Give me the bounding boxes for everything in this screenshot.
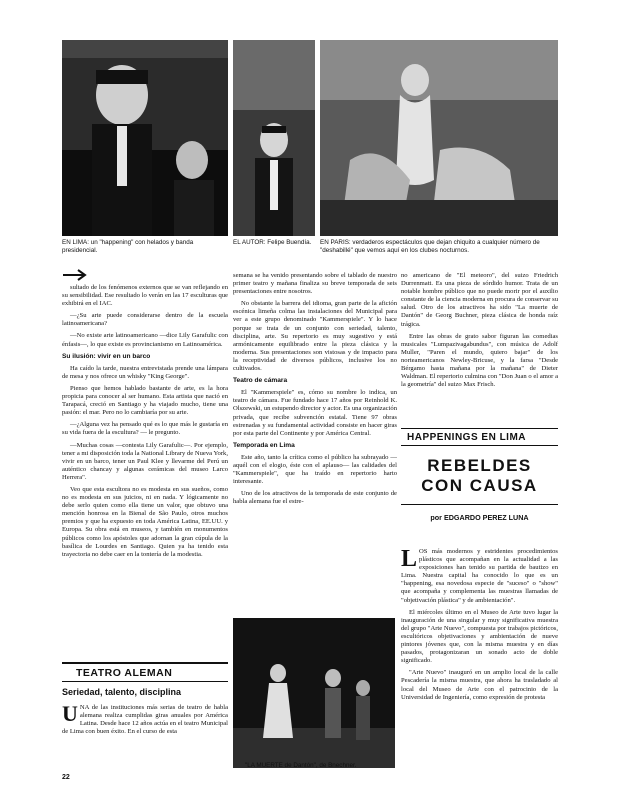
paragraph: Entre las obras de grato sabor figuran las comedias musicales "Lumpazivagabundus", con música de Adolf Muller, "Paren el mundo, quiero bajar" de los norteamericanos Newley-Bricuse, y la farsa "Desde Bérgamo hasta mañana por la mañana" de Dieter Waldman. El repertorio culmina con "Don Juan o el amor a la geometría" del suizo Max Frisch. xyxy=(401,332,558,389)
lead-text: OS más modernos y estridentes procedimientos plásticos que acompañan en la actualidad a las exposiciones han tenido su partida de bautizo en Lima. Nuestra capital ha conocido lo que es un "happening, esa novedosa especie de "suceso" o "show" que acompaña y complementa las muestras llamadas de "objetivación plástica" y de ambientación". xyxy=(401,548,558,604)
paragraph: —No existe arte latinoamericano —dice Lily Garafulic con énfasis—, lo que existe es provincianismo en Latinoamérica. xyxy=(62,332,228,348)
column-3-article xyxy=(401,548,558,706)
column-1 xyxy=(62,284,228,563)
subheading: Teatro de cámara xyxy=(233,377,288,385)
paragraph: semana se ha venido presentando sobre el tablado de nuestro primer teatro y mañana finaliza su breve temporada de seis presentaciones entre nosotros. xyxy=(233,272,397,296)
box-kicker: HAPPENINGS EN LIMA xyxy=(401,428,558,446)
paragraph: Uno de los atractivos de la temporada de este conjunto de habla alemana fue el estre- xyxy=(233,490,397,506)
section-teatro-aleman xyxy=(62,662,228,736)
byline: por EDGARDO PEREZ LUNA xyxy=(430,513,529,522)
caption-lima: EN LIMA: un "happening" con helados y banda presidencial. xyxy=(62,239,194,254)
photo-lima-happening xyxy=(62,40,228,236)
paragraph: No obstante la barrera del idioma, gran parte de la afición escénica limeña colma las instalaciones del Municipal para ver a este grupo denominado "Kammerspiele". Y lo hace porque se trata de un conjunto con seriedad, talento, disciplina, arte. Su repertorio es muy sugestivo y está armónicamente equilibrado entre la pieza clásica y la moderna. Sus presentaciones son vistosas y de impacto para la receptividad de diversos públicos, inclusive los no cultivados. xyxy=(233,300,397,373)
photo-danton xyxy=(233,618,395,768)
box-title: REBELDES CON CAUSA xyxy=(401,446,558,505)
column-2 xyxy=(233,272,397,510)
column-3 xyxy=(401,272,558,393)
paragraph: "Arte Nuevo" inauguró en un amplio local de la calle Pescadería la misma muestra, que ahora ha trasladado al local del Museo de Arte con el patrocinio de la Universidad de Ingeniería, como expresión de protesta xyxy=(401,669,558,701)
drop-cap: U xyxy=(62,701,78,726)
caption-paris: EN PARIS: verdaderos espectáculos que dejan chiquito a cualquier número de "deshabillé" que vemos aquí en los clubes nocturnos. xyxy=(320,239,540,254)
happenings-header xyxy=(401,428,558,522)
paragraph: sultado de los fenómenos externos que se van reflejando en su sensibilidad. Ese resultado lo verán en las 17 esculturas que exhibirá en el IAC. xyxy=(62,284,228,308)
caption-danton: "LA MUERTE de Dantón", de Bnechner. xyxy=(245,762,357,769)
photo-paris xyxy=(320,40,558,236)
paragraph: Este año, tanto la crítica como el público ha subrayado —aquél con el elogio, éste con el aplauso— las calidades del "Kammerspiele", que ha traído en repertorio harto interesante. xyxy=(233,453,397,486)
paragraph: Veo que esta escultora no es modesta en sus sueños, como no es modesta en sus juicios, ni en nada. Y lógicamente no debe serlo quien como ella tiene un valor, que obtuvo una mención honrosa en la Bienal de São Paulo, otros muchos premios y que ha expuesto en toda América Latina, EE.UU. y Europa. Su obra está en museos, y también en monumentos públicos como los apóstoles que adornan la gran cúpula de la basílica de Lourdes en Santiago. Quien ya ha tenido esta trayectoria no debe caer en la tontería de la modestia. xyxy=(62,485,228,558)
paragraph xyxy=(401,548,558,605)
paragraph: El miércoles último en el Museo de Arte tuvo lugar la inauguración de una singular y muy significativa muestra del grupo "Arte Nuevo", compuesta por trabajos pictóricos, escultóricos objetivaciones y ambientación de nueve pintores jóvenes que, con la misma muestra y en días pasados, protagonizaran un sonado acto de doble significado. xyxy=(401,608,558,665)
section-body xyxy=(62,701,228,736)
paragraph: —Muchas cosas —contesta Lily Garafulic—. Por ejemplo, tener a mi disposición toda la National Library de Nueva York, vivir en un barco, tener un Paul Klee y llevarme del Perú un auténtico chancay y algunas cerámicas del museo Larco Herrera". xyxy=(62,441,228,481)
paragraph: Pienso que hemos hablado bastante de arte, es la hora propicia para conocer al ser humano. Esta artista que nació en Tarapacá, creció en Santiago y ha viajado mucho, tiene una pasión: el mar. Pero no lo cambiaría por su arte. xyxy=(62,384,228,417)
arrow-icon xyxy=(62,268,88,280)
paragraph: NA de las instituciones más serias de teatro de habla alemana realiza cumplidas giras anuales por América Latina. Desde hace 12 años actúa en el teatro Municipal de Lima con buen éxito. En el curso de esta xyxy=(62,704,228,736)
paragraph: —¿Alguna vez ha pensado qué es lo que más le gustaría en su vida fuera de la escultura? — le pregunto. xyxy=(62,421,228,437)
photo-autor xyxy=(233,40,315,236)
subheading: Temporada en Lima xyxy=(233,441,295,449)
page-number: 22 xyxy=(62,774,70,781)
section-subtitle: Seriedad, talento, disciplina xyxy=(62,687,182,697)
subheading: Su ilusión: vivir en un barco xyxy=(62,352,151,360)
paragraph: El "Kammerspiele" es, cómo su nombre lo indica, un teatro de cámara. Fue fundado hace 17 años por Reinhold K. Olszewski, un estupendo director y actor. Es una organización privada, que recibe subvención estatal. Tiene 97 obras estrenadas y su fundamental actividad consiste en hacer giras por esta parte del Continente y por América Central. xyxy=(233,389,397,437)
drop-cap: L xyxy=(401,546,418,572)
paragraph: —¿Su arte puede considerarse dentro de la escuela latinoamericana? xyxy=(62,312,228,328)
paragraph: Ha caído la tarde, nuestra entrevistada prende una lámpara de mesa y nos ofrece un whisky "King George". xyxy=(62,364,228,380)
section-title: TEATRO ALEMAN xyxy=(62,662,228,682)
caption-autor: EL AUTOR: Felipe Buendía. xyxy=(233,239,312,246)
paragraph: no americano de "El meteoro", del suizo Friedrich Durrenmatt. Es una pieza de sórdido humor. Trata de un notable hombre público que no puede morir por el auxilio constante de la ciencia moderna en procura de conservar su salud. Otro de los atractivos ha sido "La muerte de Dantón" de Georg Buchner, pieza clásica de honda raíz trágica. xyxy=(401,272,558,328)
